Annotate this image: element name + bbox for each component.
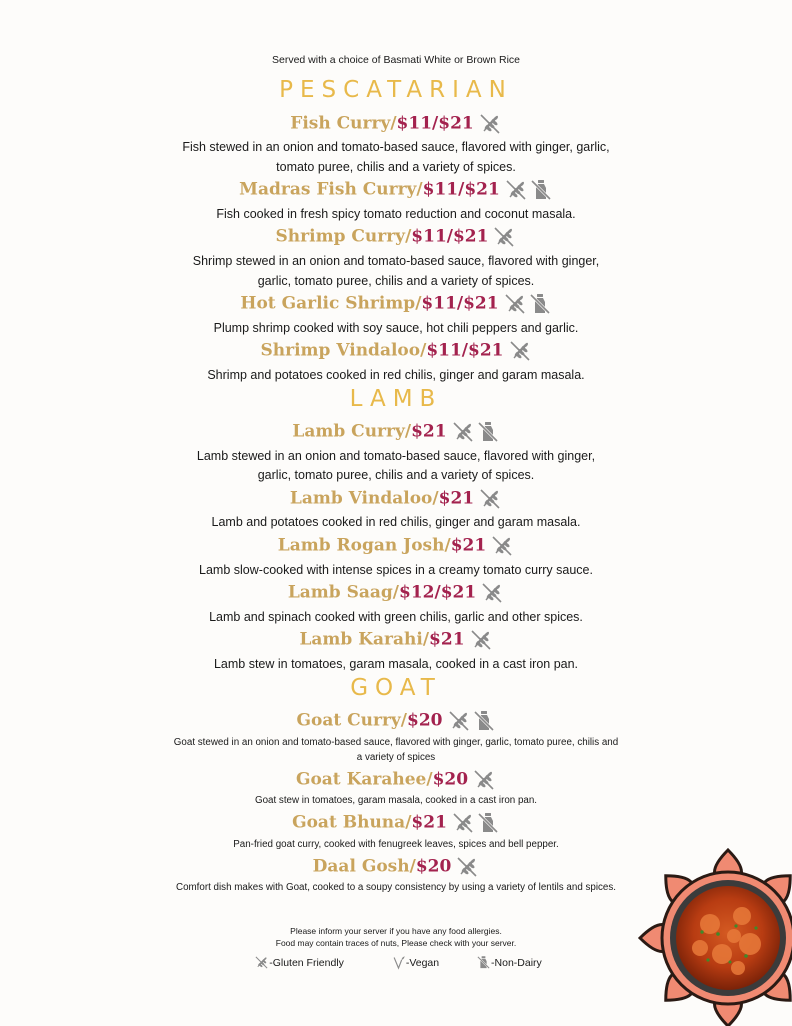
item-name: Shrimp Vindaloo	[260, 340, 421, 361]
curry-bowl-illustration	[638, 848, 792, 1026]
menu-item-hot-garlic-shrimp: Hot Garlic Shrimp/$11/$21	[0, 292, 792, 316]
gluten-friendly-icon	[490, 534, 514, 558]
dietary-icons	[491, 225, 516, 249]
item-description: garlic, tomato puree, chilis and a variety of spices.	[257, 274, 535, 288]
item-name: Daal Gosh	[312, 856, 410, 877]
item-name: Hot Garlic Shrimp	[240, 293, 416, 314]
item-description: Pan-fried goat curry, cooked with fenugreek leaves, spices and bell pepper.	[233, 839, 559, 850]
section-title-pescatarian: PESCATARIAN	[279, 77, 513, 103]
non-dairy-icon	[476, 955, 491, 970]
item-name: Shrimp Curry	[275, 226, 406, 247]
menu-item-lamb-saag: Lamb Saag/$12/$21	[0, 581, 792, 605]
gluten-friendly-icon	[472, 768, 496, 792]
dietary-icons	[477, 487, 502, 511]
gluten-friendly-icon	[254, 955, 269, 970]
item-price: $21	[438, 488, 475, 509]
menu-item-goat-curry: Goat Curry/$20	[0, 709, 792, 733]
gluten-friendly-icon	[455, 855, 479, 879]
menu-item-fish-curry: Fish Curry/$11/$21	[0, 112, 792, 136]
menu-item-goat-karahee: Goat Karahee/$20	[0, 768, 792, 792]
menu-item-lamb-vindaloo: Lamb Vindaloo/$21	[0, 487, 792, 511]
menu-item-daal-gosh: Daal Gosh/$20	[0, 855, 792, 879]
legend-icon	[475, 955, 491, 970]
legend-gluten-friendly: -Gluten Friendly	[250, 955, 344, 970]
item-name: Goat Curry	[296, 710, 401, 731]
item-name: Fish Curry	[290, 113, 391, 134]
nuts-note: Food may contain traces of nuts, Please check with your server.	[275, 938, 517, 948]
dietary-icons	[468, 628, 493, 652]
gluten-friendly-icon	[504, 178, 528, 202]
menu-item-madras-fish-curry: Madras Fish Curry/$11/$21	[0, 178, 792, 202]
menu-item-lamb-curry: Lamb Curry/$21	[0, 420, 792, 444]
item-description: tomato puree, chilis and a variety of spices.	[276, 160, 516, 174]
dietary-icons	[489, 534, 514, 558]
item-name: Lamb Saag	[287, 582, 393, 603]
item-description: garlic, tomato puree, chilis and a variety of spices.	[257, 468, 535, 482]
item-price: $20	[407, 710, 443, 731]
menu-subtitle: Served with a choice of Basmati White or Brown Rice	[271, 54, 521, 66]
gluten-friendly-icon	[478, 112, 502, 136]
gluten-friendly-icon	[469, 628, 493, 652]
non-dairy-icon	[476, 811, 500, 835]
dietary-icons	[454, 855, 479, 879]
non-dairy-icon	[529, 178, 553, 202]
item-price: $21	[411, 812, 447, 833]
dietary-icons	[503, 178, 553, 202]
gluten-friendly-icon	[492, 225, 516, 249]
item-description: Fish cooked in fresh spicy tomato reduction and coconut masala.	[216, 207, 576, 221]
item-name: Lamb Curry	[292, 421, 405, 442]
gluten-friendly-icon	[478, 487, 502, 511]
item-description: Goat stew in tomatoes, garam masala, cooked in a cast iron pan.	[254, 795, 538, 806]
item-price: $12/$21	[399, 582, 477, 603]
item-description: Plump shrimp cooked with soy sauce, hot chili peppers and garlic.	[213, 321, 579, 335]
item-price: $11/$21	[421, 293, 499, 314]
dietary-icons	[450, 811, 500, 835]
dietary-icons	[479, 581, 504, 605]
section-title-goat: GOAT	[350, 675, 442, 701]
legend-non-dairy: -Non-Dairy	[472, 955, 542, 970]
item-name: Lamb Rogan Josh	[277, 535, 445, 556]
item-price: $21	[411, 421, 447, 442]
dietary-icons	[471, 768, 496, 792]
menu-item-shrimp-curry: Shrimp Curry/$11/$21	[0, 225, 792, 249]
item-price: $11/$21	[422, 179, 500, 200]
item-description: Lamb slow-cooked with intense spices in a creamy tomato curry sauce.	[199, 563, 593, 577]
item-price: $11/$21	[396, 113, 474, 134]
non-dairy-icon	[472, 709, 496, 733]
item-description: Lamb and spinach cooked with green chilis, garlic and other spices.	[209, 610, 583, 624]
menu-item-shrimp-vindaloo: Shrimp Vindaloo/$11/$21	[0, 339, 792, 363]
non-dairy-icon	[476, 420, 500, 444]
section-title-lamb: LAMB	[349, 386, 443, 412]
gluten-friendly-icon	[503, 292, 527, 316]
item-description: a variety of spices	[356, 752, 436, 763]
gluten-friendly-icon	[447, 709, 471, 733]
item-price: $21	[429, 629, 465, 650]
legend-icon	[253, 955, 269, 970]
item-description: Comfort dish makes with Goat, cooked to a soupy consistency by using a variety of lentils and spices.	[176, 882, 616, 893]
gluten-friendly-icon	[508, 339, 532, 363]
item-price: $20	[432, 769, 469, 790]
item-description: Lamb stew in tomatoes, garam masala, cooked in a cast iron pan.	[213, 657, 579, 671]
dietary-icons	[450, 420, 500, 444]
gluten-friendly-icon	[451, 420, 475, 444]
item-description: Lamb stewed in an onion and tomato-based sauce, flavored with ginger,	[196, 449, 596, 463]
gluten-friendly-icon	[451, 811, 475, 835]
menu-item-goat-bhuna: Goat Bhuna/$21	[0, 811, 792, 835]
dietary-icons	[507, 339, 532, 363]
gluten-friendly-icon	[480, 581, 504, 605]
item-price: $11/$21	[426, 340, 504, 361]
legend-vegan: -Vegan	[387, 955, 439, 970]
item-description: Fish stewed in an onion and tomato-based sauce, flavored with ginger, garlic,	[182, 140, 610, 154]
item-description: Lamb and potatoes cooked in red chilis, ginger and garam masala.	[211, 515, 581, 529]
dietary-icons	[446, 709, 496, 733]
dietary-icons	[477, 112, 502, 136]
item-name: Lamb Vindaloo	[289, 488, 433, 509]
legend-icon	[390, 955, 406, 970]
item-price: $21	[450, 535, 487, 556]
non-dairy-icon	[528, 292, 552, 316]
item-price: $20	[415, 856, 452, 877]
item-name: Madras Fish Curry	[239, 179, 417, 200]
item-name: Goat Karahee	[295, 769, 427, 790]
item-name: Goat Bhuna	[292, 812, 406, 833]
dietary-icons	[502, 292, 552, 316]
allergy-note: Please inform your server if you have any food allergies.	[290, 926, 502, 936]
menu-item-lamb-karahi: Lamb Karahi/$21	[0, 628, 792, 652]
menu-item-lamb-rogan-josh: Lamb Rogan Josh/$21	[0, 534, 792, 558]
item-name: Lamb Karahi	[299, 629, 423, 650]
item-description: Shrimp and potatoes cooked in red chilis, ginger and garam masala.	[207, 368, 585, 382]
item-description: Shrimp stewed in an onion and tomato-based sauce, flavored with ginger,	[192, 254, 600, 268]
item-price: $11/$21	[411, 226, 489, 247]
item-description: Goat stewed in an onion and tomato-based sauce, flavored with ginger, garlic, tomato puree, chilis and	[173, 737, 619, 748]
vegan-icon	[391, 955, 406, 970]
